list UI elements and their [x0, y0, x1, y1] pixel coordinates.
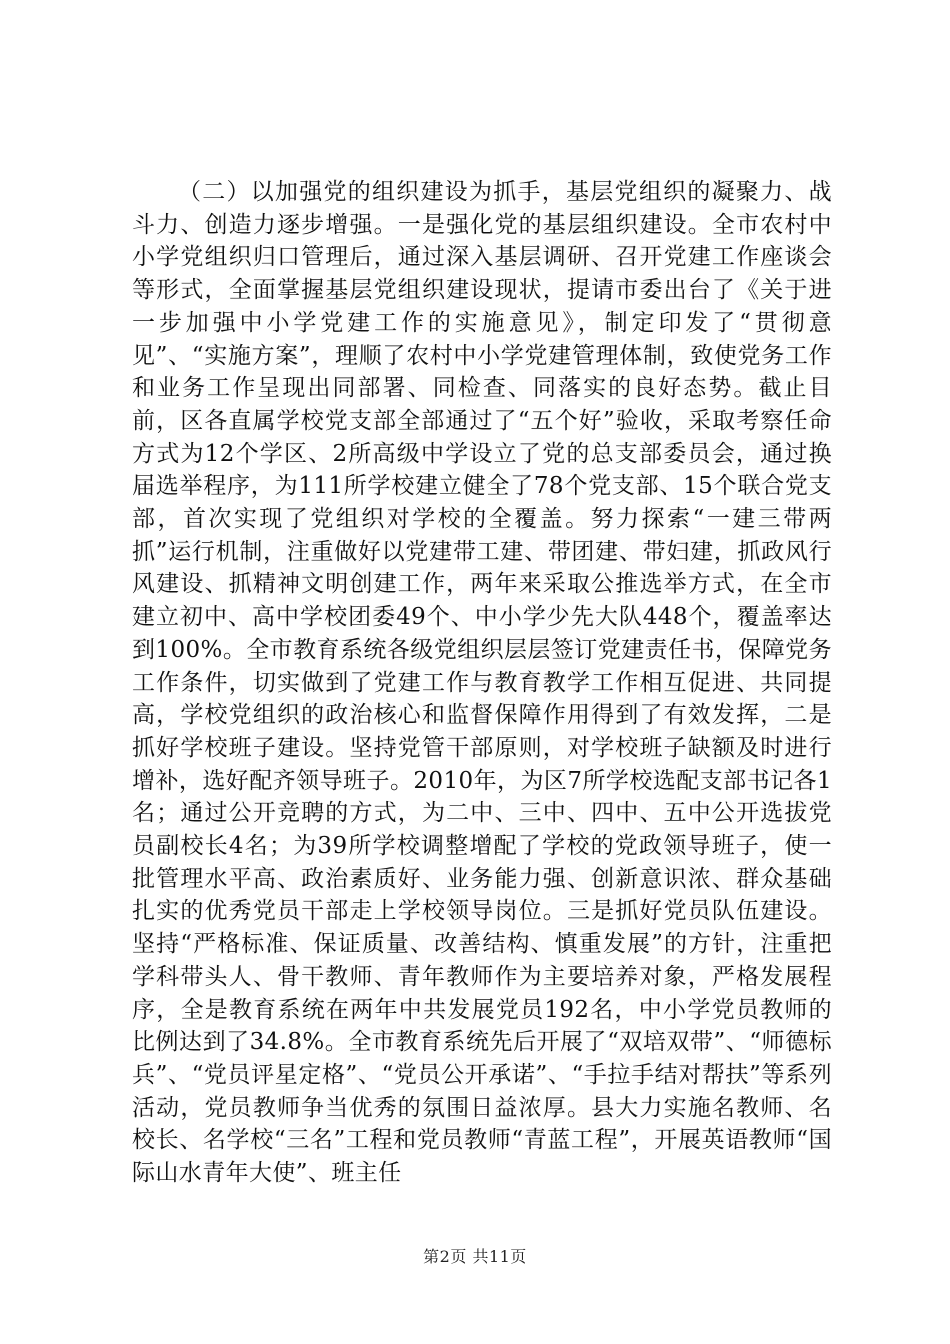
page-footer: 第2页 共11页 — [423, 1247, 527, 1266]
body-paragraph: （二）以加强党的组织建设为抓手，基层党组织的凝聚力、战斗力、创造力逐步增强。一是强化党的基层组织建设。全市农村中小学党组织归口管理后，通过深入基层调研、召开党建工作座谈会等形式，全面掌握基层党组织建设现状，提请市委出台了《关于进一步加强中小学党建工作的实施意见》，制定印发了“贯彻意见”、“实施方案”，理顺了农村中小学党建管理体制，致使党务工作和业务工作呈现出同部署、同检查、同落实的良好态势。截止目前，区各直属学校党支部全部通过了“五个好”验收，采取考察任命方式为12个学区、2所高级中学设立了党的总支部委员会，通过换届选举程序，为111所学校建立健全了78个党支部、15个联合党支部，首次实现了党组织对学校的全覆盖。努力探索“一建三带两抓”运行机制，注重做好以党建带工建、带团建、带妇建，抓政风行风建设、抓精神文明创建工作，两年来采取公推选举方式，在全市建立初中、高中学校团委49个、中小学少先大队448个，覆盖率达到100%。全市教育系统各级党组织层层签订党建责任书，保障党务工作条件，切实做到了党建工作与教育教学工作相互促进、共同提高，学校党组织的政治核心和监督保障作用得到了有效发挥，二是抓好学校班子建设。坚持党管干部原则，对学校班子缺额及时进行增补，选好配齐领导班子。2010年，为区7所学校选配支部书记各1名；通过公开竞聘的方式，为二中、三中、四中、五中公开选拔党员副校长4名；为39所学校调整增配了学校的党政领导班子，使一批管理水平高、政治素质好、业务能力强、创新意识浓、群众基础扎实的优秀党员干部走上学校领导岗位。三是抓好党员队伍建设。坚持“严格标准、保证质量、改善结构、慎重发展”的方针，注重把学科带头人、骨干教师、青年教师作为主要培养对象，严格发展程序，全是教育系统在两年中共发展党员192名，中小学党员教师的比例达到了34.8%。全市教育系统先后开展了“双培双带”、“师德标兵”、“党员评星定格”、“党员公开承诺”、“手拉手结对帮扶”等系列活动，党员教师争当优秀的氛围日益浓厚。县大力实施名教师、名校长、名学校“三名”工程和党员教师“青蓝工程”，开展英语教师“国际山水青年大使”、班主任 — [132, 179, 832, 1187]
